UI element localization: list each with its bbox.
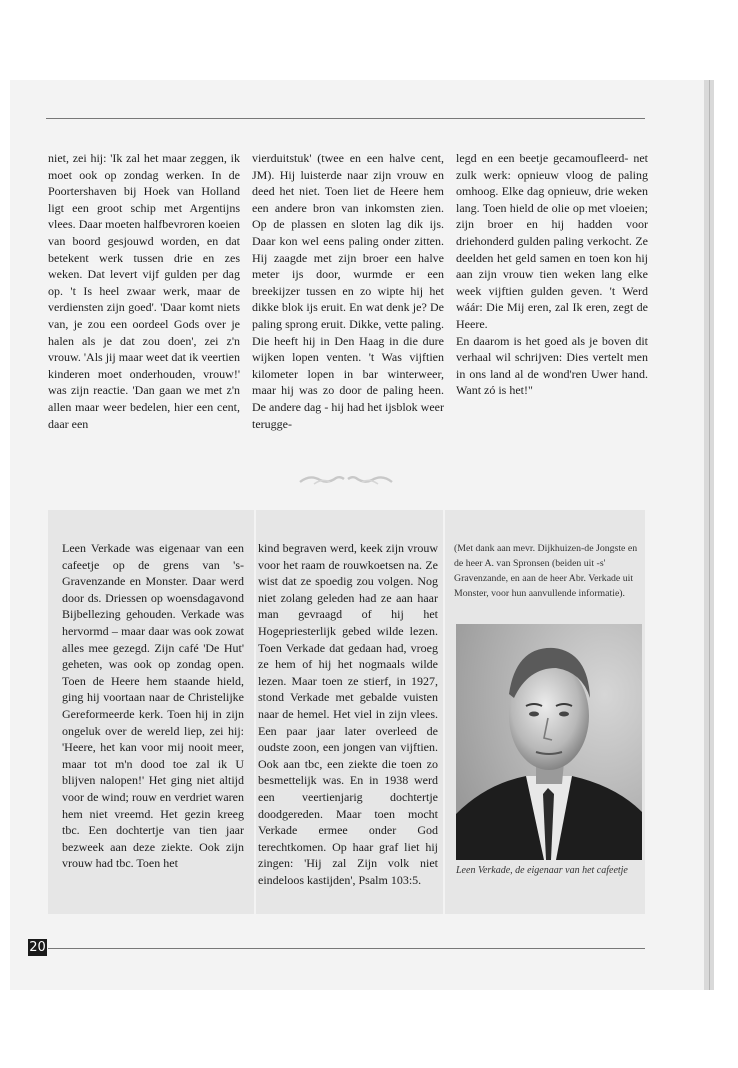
portrait-photo — [456, 624, 642, 860]
article-text-2: vierduitstuk' (twee en een halve cent, JM). Hij luisterde naar zijn vrouw en deed het niet. Toen liet de Heere hem een andere bron van inkomsten zien. Op de plassen en sloten lag dik ijs. Daar kon wel eens paling onder zitten. Hij zaagde met zijn broer een halve meter ijs door, wurmde er een breekijzer tussen en zo wipte hij het dikke blok ijs eruit. En wat denk je? De paling sprong eruit. Dikke, vette paling. Die heeft hij in Den Haag in die dure wijken lopen venten. 't Was vijftien kilometer lopen in bar winterweer, maar hij was zo door de paling heen. De andere dag - hij had het ijsblok weer terugge- — [252, 151, 444, 431]
ornament-divider — [296, 470, 396, 490]
top-rule — [46, 118, 645, 119]
bottom-rule — [48, 948, 645, 949]
article-text-3b: En daarom is het goed als je boven dit verhaal wil schrijven: Dies vertelt men in ons land al de wond'ren Uwer hand. Want zó is het!" — [456, 333, 648, 398]
sidebar-text-1: Leen Verkade was eigenaar van een cafeetje op de grens van 's-Gravenzande en Monster. Daar werd door ds. Driessen op woensdagavond Bijbellezing gehouden. Verkade was hervormd – maar daar was ook zowat alles mee gezegd. Zijn café 'De Hut' geheten, was ook op zondag open. Toen de Heere hem staande hield, ging hij voortaan naar de Christelijke Gereformeerde kerk. Toen hij in zijn ongeluk over de wereld liep, zei hij: 'Heere, het kan voor mij nooit meer, maar tot m'n dood toe zal ik U blijven nalopen!' Het ging niet altijd voor de wind; rouw en verdriet waren hem niet vreemd. Het gezin kreeg tbc. Een dochtertje van tien jaar bezweek aan deze ziekte. Ook zijn vrouw had tbc. Toen het — [62, 541, 244, 871]
page-number: 20 — [29, 940, 46, 955]
photo-credit: (Met dank aan mevr. Dijkhuizen-de Jongste en de heer A. van Spronsen (beiden uit -s' Gravenzande, en aan de heer Abr. Verkade uit Monster, voor hun aanvullende informatie). — [454, 543, 638, 599]
photo-caption: Leen Verkade, de eigenaar van het cafeetje — [456, 865, 628, 876]
article-column-2 — [252, 150, 444, 440]
sidebar-text-2: kind begraven werd, keek zijn vrouw voor het raam de rouwkoetsen na. Ze wist dat ze spoedig zou volgen. Nog niet zolang geleden had ze aan haar man gevraagd of hij het Hogepriesterlijk gebed wilde lezen. Toen Verkade dat gedaan had, vroeg ze hem of hij het nogmaals wilde lezen. Maar toen ze stierf, in 1927, stond Verkade met gebalde vuisten naar de hemel. Het viel in zijn vlees. Een paar jaar later overleed de oudste zoon, een jongen van vijftien. Ook aan tbc, een ziekte die toen zo besmettelijk was. En in 1938 werd een veertienjarig dochtertje doodgereden. Maar toen mocht Verkade ermee onder God terechtkomen. Op haar graf liet hij zingen: 'Hij zal Zijn volk niet eindeloos kastijden', Psalm 103:5. — [258, 541, 438, 887]
sidebar-gutter-2 — [443, 510, 445, 914]
article-text-3a: legd en een beetje gecamoufleerd- net zulk werk: opnieuw vloog de paling omhoog. Elke dag opnieuw, drie weken lang. Toen hield de olie op met vloeien; zijn broer en hij hadden voor driehonderd gulden paling verkocht. Ze deelden het geld samen en toen kon hij aan zijn vrouw tien weken lang elke week vijftien gulden geven. 't Werd wáár: Die Mij eren, zal Ik eren, zegt de Heere. — [456, 151, 648, 331]
binding-line — [709, 80, 710, 990]
sidebar-column-2 — [258, 540, 438, 888]
article-column-1 — [48, 150, 240, 440]
article-text-1: niet, zei hij: 'Ik zal het maar zeggen, ik moet ook op zondag werken. In de Poortershaven bij Hoek van Holland ligt een groot schip met Argentijns vlees. Daar moeten halfbevroren koeien van boord gesjouwd worden, en dat betekent werk tussen drie en zes weken. Dat levert vijf gulden per dag op. 't Is heel zwaar werk, maar de verdiensten zijn goed'. 'Daar komt niets van, je zou een oordeel Gods over je halen als je dat zou doen', zei z'n vrouw. 'Als jij maar weet dat ik veertien kinderen moet onderhouden, vrouw!' was zijn reactie. 'Dan gaan we met z'n allen maar weer bedelen, hier een cent, daar een — [48, 151, 240, 431]
sidebar-gutter-1 — [254, 510, 256, 914]
sidebar-column-1 — [62, 540, 244, 872]
article-column-3 — [456, 150, 648, 440]
